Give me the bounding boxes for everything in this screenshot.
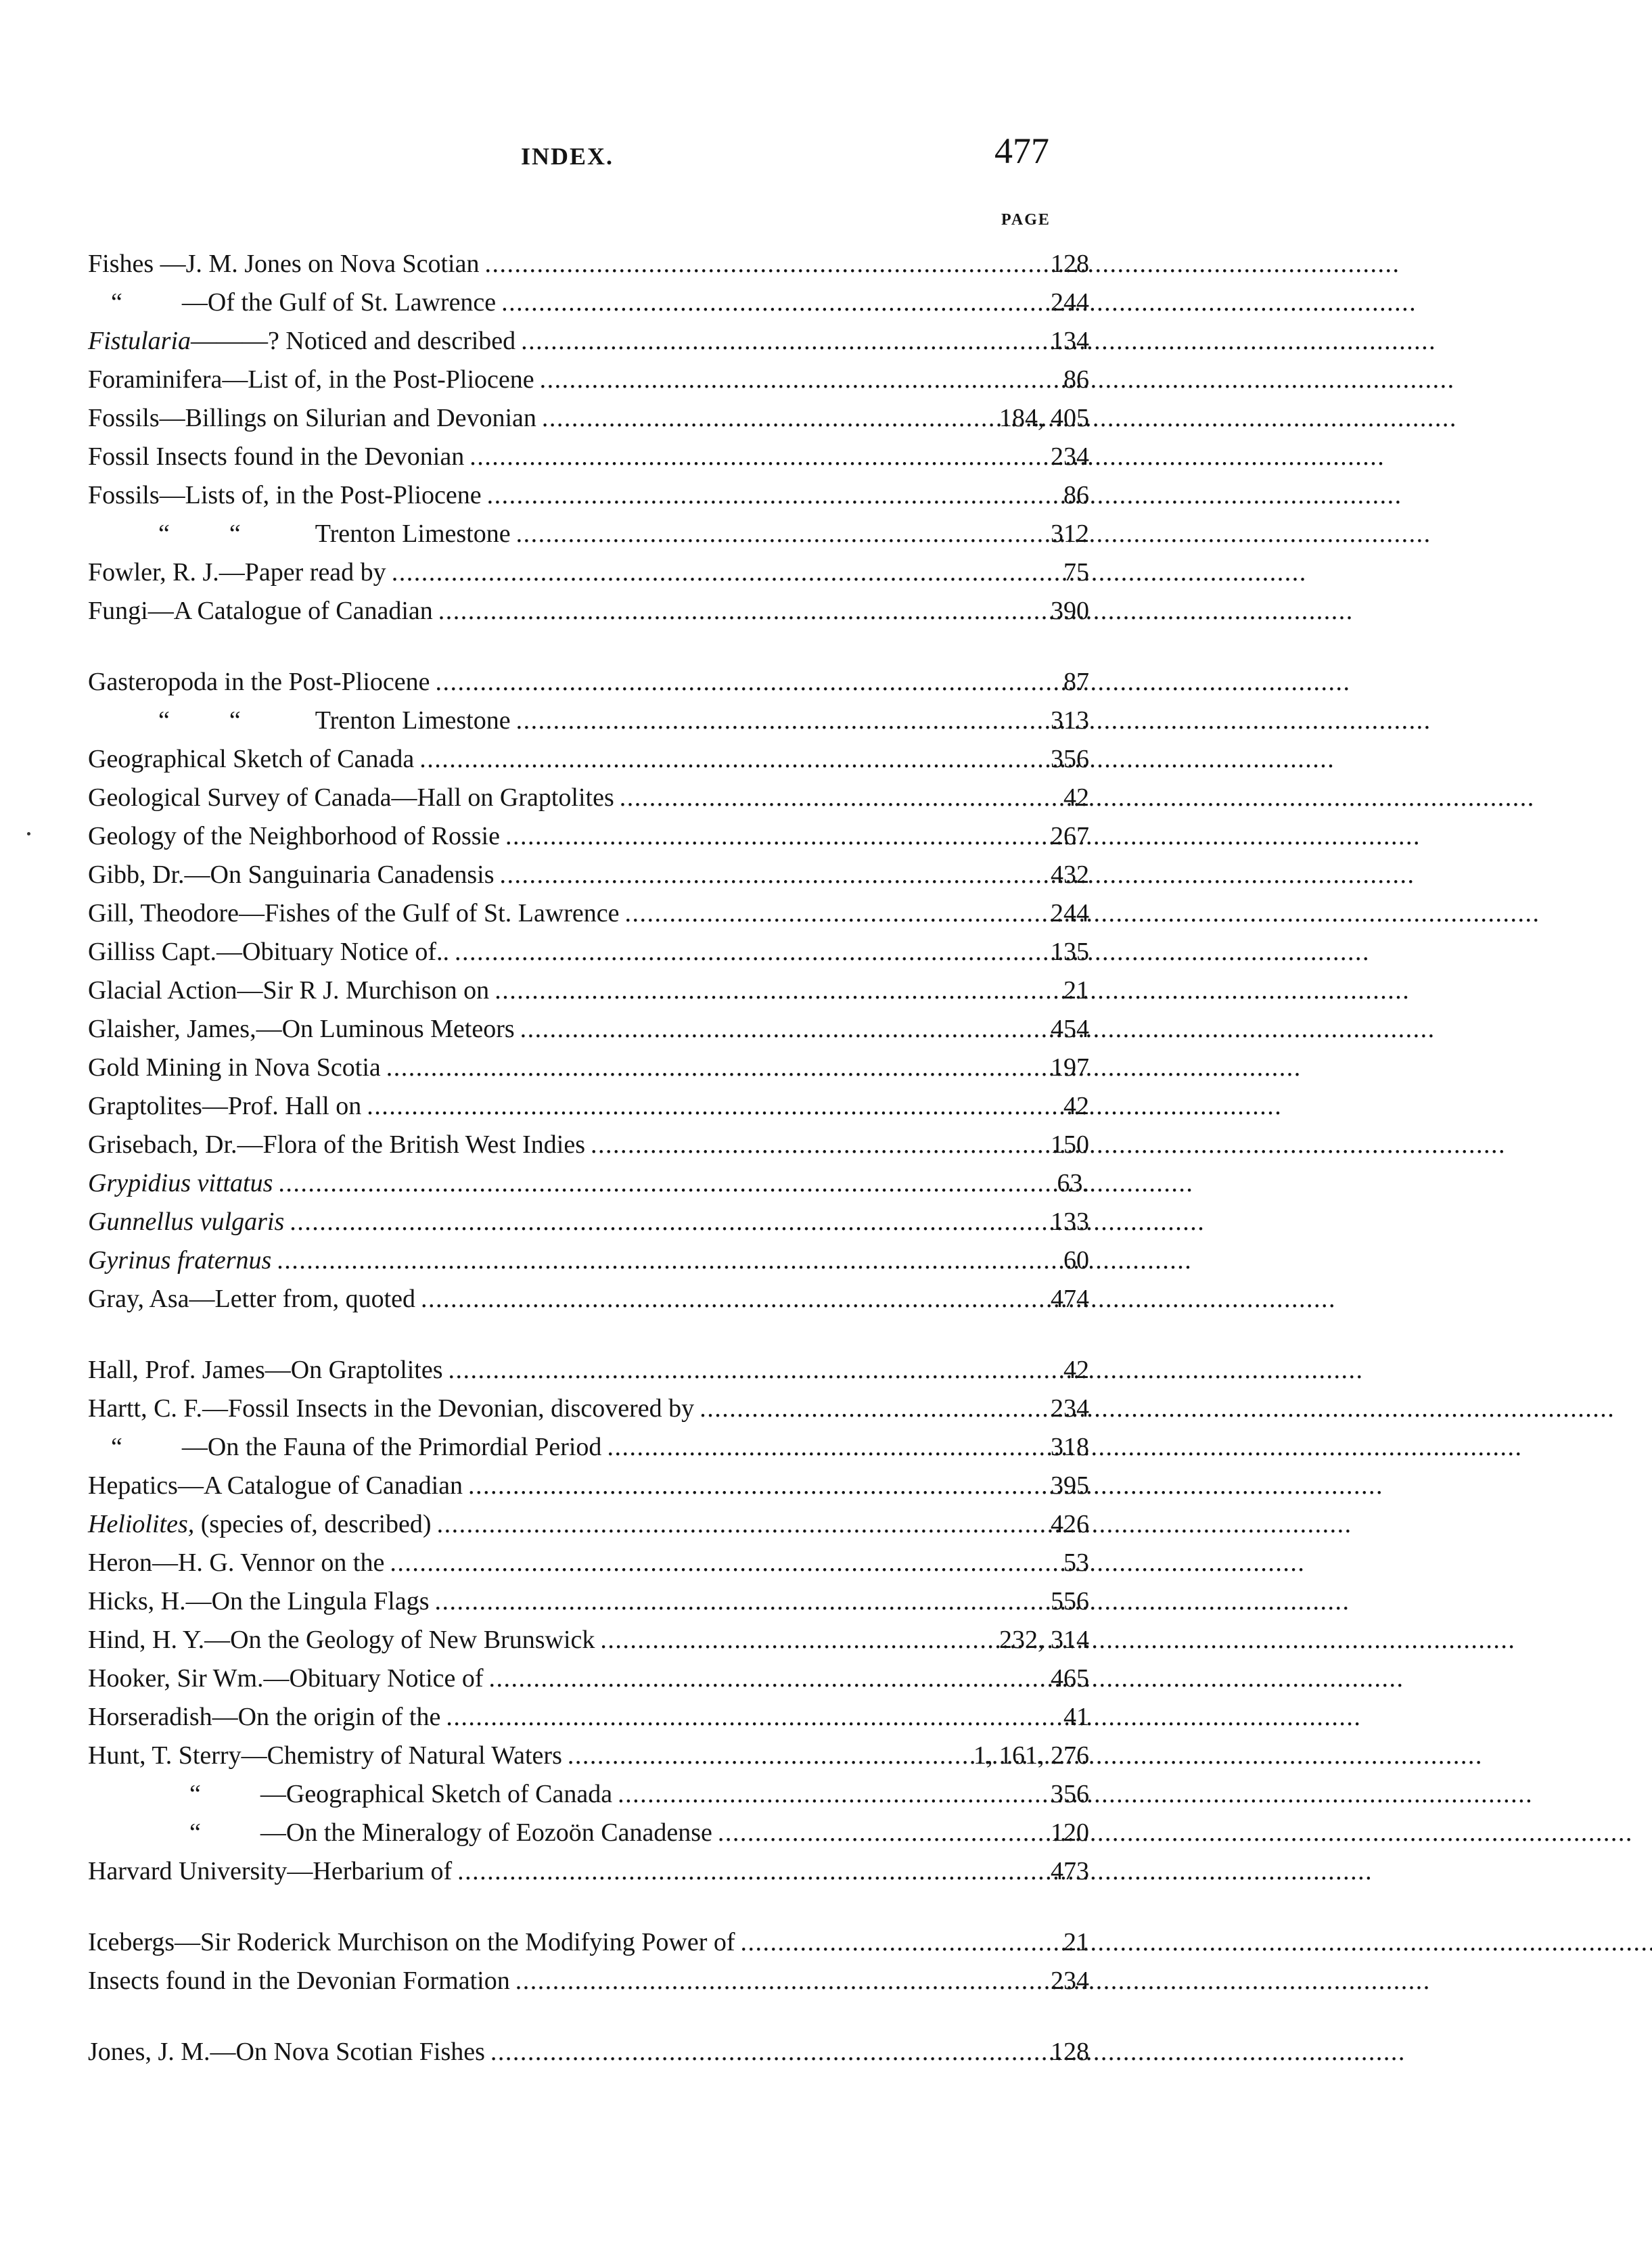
entry-heading — [88, 1582, 430, 1621]
entry-heading — [88, 1203, 284, 1241]
entry-pages: 267 — [1051, 822, 1089, 850]
entry-text: Icebergs—Sir Roderick Murchison on the Modifying Power of — [88, 1928, 735, 1956]
dot-leader — [484, 245, 1045, 283]
index-entry — [88, 1659, 1089, 1698]
entry-text: Hepatics—A Catalogue of Canadian — [88, 1471, 463, 1500]
entry-heading — [88, 1428, 601, 1467]
index-entry — [88, 438, 1089, 476]
dot-leader — [718, 1814, 1045, 1852]
entry-heading — [88, 1390, 694, 1428]
entry-heading — [88, 592, 433, 630]
entry-pages: 454 — [1051, 1015, 1089, 1043]
entry-heading — [88, 1698, 440, 1737]
dot-leader — [435, 1582, 1045, 1621]
entry-text: Hooker, Sir Wm.—Obituary Notice of — [88, 1664, 484, 1693]
dot-leader — [495, 971, 1058, 1010]
index-entry — [88, 399, 1089, 438]
index-entry — [88, 1698, 1089, 1737]
dot-leader — [542, 399, 994, 438]
entry-pages: 232, 314 — [999, 1626, 1089, 1654]
entry-text: Geological Survey of Canada—Hall on Graptolites — [88, 783, 614, 812]
index-entry — [88, 1351, 1089, 1390]
entry-text: Gray, Asa—Letter from, quoted — [88, 1285, 415, 1313]
running-head — [0, 127, 1289, 181]
index-list — [88, 245, 1089, 2104]
index-entry — [88, 361, 1089, 399]
entry-text: —Geographical Sketch of Canada — [260, 1780, 613, 1808]
index-entry — [88, 553, 1089, 592]
ditto-mark: “ — [111, 288, 122, 317]
entry-heading — [88, 1544, 384, 1582]
entry-pages: 465 — [1051, 1664, 1089, 1693]
index-entry — [88, 1621, 1089, 1659]
entry-text: Fishes —J. M. Jones on Nova Scotian — [88, 250, 480, 278]
index-entry — [88, 1390, 1089, 1428]
ditto-mark: “ — [229, 520, 241, 548]
index-entry — [88, 1203, 1089, 1241]
entry-pages: 60 — [1063, 1246, 1089, 1275]
entry-pages: 432 — [1051, 861, 1089, 889]
dot-leader — [468, 1467, 1045, 1505]
entry-pages: 87 — [1063, 668, 1089, 696]
ditto-mark: “ — [189, 1818, 201, 1847]
dot-leader — [487, 476, 1058, 515]
index-entry — [88, 894, 1089, 933]
entry-text: Fossil Insects found in the Devonian — [88, 442, 465, 471]
entry-text: Horseradish—On the origin of the — [88, 1703, 441, 1731]
dot-leader — [591, 1126, 1045, 1164]
entry-heading — [88, 399, 536, 438]
dot-leader — [618, 1775, 1045, 1814]
dot-leader — [436, 663, 1058, 702]
entry-heading — [88, 322, 515, 361]
entry-taxon: Heliolites, — [88, 1510, 195, 1538]
index-entry — [88, 856, 1089, 894]
entry-heading — [88, 361, 534, 399]
entry-pages: 356 — [1051, 1780, 1089, 1808]
entry-text: Hall, Prof. James—On Graptolites — [88, 1356, 443, 1384]
entry-pages: 390 — [1051, 597, 1089, 625]
entry-pages: 86 — [1063, 481, 1089, 509]
ditto-mark: “ — [229, 706, 241, 735]
index-entry — [88, 1241, 1089, 1280]
dot-leader — [505, 817, 1045, 856]
entry-pages: 318 — [1051, 1433, 1089, 1461]
entry-pages: 244 — [1051, 288, 1089, 317]
entry-text: Gibb, Dr.—On Sanguinaria Canadensis — [88, 861, 495, 889]
entry-text: Trenton Limestone — [315, 706, 511, 735]
index-group-h — [88, 1351, 1089, 1891]
scan-speck — [27, 832, 30, 835]
entry-pages: 86 — [1063, 365, 1089, 394]
entry-pages: 21 — [1063, 976, 1089, 1005]
entry-pages: 42 — [1063, 783, 1089, 812]
entry-heading — [88, 1164, 273, 1203]
dot-leader — [489, 1659, 1045, 1698]
entry-pages: 473 — [1051, 1857, 1089, 1885]
entry-text: Grisebach, Dr.—Flora of the British West Indies — [88, 1130, 586, 1159]
entry-pages: 556 — [1051, 1587, 1089, 1615]
entry-heading — [88, 779, 614, 817]
dot-leader — [625, 894, 1045, 933]
entry-text: Hicks, H.—On the Lingula Flags — [88, 1587, 430, 1615]
index-entry — [88, 1737, 1089, 1775]
entry-taxon: Gunnellus vulgaris — [88, 1208, 285, 1236]
index-entry — [88, 740, 1089, 779]
dot-leader — [386, 1049, 1045, 1087]
dot-leader — [277, 1241, 1058, 1280]
entry-heading — [88, 740, 414, 779]
dot-leader — [741, 1923, 1058, 1962]
ditto-mark: “ — [111, 1433, 122, 1461]
index-entry — [88, 933, 1089, 971]
index-entry — [88, 663, 1089, 702]
entry-text: Fossils—Billings on Silurian and Devonian — [88, 404, 536, 432]
index-entry — [88, 1582, 1089, 1621]
entry-heading — [88, 1621, 595, 1659]
index-entry — [88, 1775, 1089, 1814]
index-entry — [88, 1814, 1089, 1852]
entry-pages: 197 — [1051, 1053, 1089, 1082]
entry-pages: 21 — [1063, 1928, 1089, 1956]
entry-pages: 426 — [1051, 1510, 1089, 1538]
dot-leader — [600, 1621, 994, 1659]
index-group-j — [88, 2033, 1089, 2071]
entry-pages: 53 — [1063, 1549, 1089, 1577]
index-entry — [88, 702, 1089, 740]
entry-pages: 474 — [1051, 1285, 1089, 1313]
index-group-g — [88, 663, 1089, 1318]
entry-text: Foraminifera—List of, in the Post-Pliocene — [88, 365, 534, 394]
entry-text: Graptolites—Prof. Hall on — [88, 1092, 362, 1120]
entry-text: Glacial Action—Sir R J. Murchison on — [88, 976, 490, 1005]
index-entry — [88, 1505, 1089, 1544]
entry-text: Hunt, T. Sterry—Chemistry of Natural Waters — [88, 1741, 562, 1770]
dot-leader — [501, 283, 1045, 322]
entry-pages: 356 — [1051, 745, 1089, 773]
entry-heading — [88, 702, 511, 740]
entry-heading — [88, 856, 495, 894]
entry-pages: 184, 405 — [999, 404, 1089, 432]
entry-text: Harvard University—Herbarium of — [88, 1857, 453, 1885]
entry-pages: 128 — [1051, 250, 1089, 278]
dot-leader — [490, 2033, 1045, 2071]
entry-pages: 234 — [1051, 1394, 1089, 1423]
dot-leader — [392, 553, 1058, 592]
entry-taxon: Fistularia — [88, 327, 191, 355]
dot-leader — [540, 361, 1058, 399]
dot-leader — [290, 1203, 1045, 1241]
entry-pages: 395 — [1051, 1471, 1089, 1500]
entry-text: Heron—H. G. Vennor on the — [88, 1549, 385, 1577]
entry-heading — [88, 1280, 415, 1318]
entry-heading — [88, 933, 449, 971]
dot-leader — [620, 779, 1058, 817]
entry-taxon: Grypidius vittatus — [88, 1169, 273, 1197]
entry-text: Gill, Theodore—Fishes of the Gulf of St. Lawrence — [88, 899, 620, 927]
index-entry — [88, 1467, 1089, 1505]
index-entry — [88, 1280, 1089, 1318]
dot-leader — [437, 1505, 1045, 1544]
entry-heading — [88, 1962, 510, 2000]
entry-heading — [88, 1087, 361, 1126]
entry-pages: 75 — [1063, 558, 1089, 587]
entry-heading — [88, 283, 496, 322]
index-group-f — [88, 245, 1089, 630]
entry-heading — [88, 1659, 484, 1698]
entry-text: Gilliss Capt.—Obituary Notice of.. — [88, 938, 450, 966]
entry-text: ———? Noticed and described — [191, 327, 516, 355]
entry-pages: 63. — [1057, 1169, 1089, 1197]
ditto-mark: “ — [158, 520, 170, 548]
entry-pages: 234 — [1051, 442, 1089, 471]
entry-text: —On the Mineralogy of Eozoön Canadense — [260, 1818, 712, 1847]
entry-heading — [88, 438, 464, 476]
entry-heading — [88, 245, 479, 283]
entry-text: Geographical Sketch of Canada — [88, 745, 415, 773]
index-entry — [88, 1049, 1089, 1087]
entry-heading — [88, 663, 430, 702]
index-entry — [88, 245, 1089, 283]
index-entry — [88, 1923, 1089, 1962]
index-entry — [88, 1544, 1089, 1582]
index-entry — [88, 1010, 1089, 1049]
entry-heading — [88, 1467, 463, 1505]
entry-heading — [88, 1505, 432, 1544]
dot-leader — [421, 1280, 1045, 1318]
entry-heading — [88, 553, 386, 592]
index-entry — [88, 283, 1089, 322]
entry-text: Fowler, R. J.—Paper read by — [88, 558, 386, 587]
entry-text: Gasteropoda in the Post-Pliocene — [88, 668, 430, 696]
ditto-mark: “ — [158, 706, 170, 735]
entry-heading — [88, 971, 489, 1010]
entry-heading — [88, 1049, 381, 1087]
entry-pages: 41 — [1063, 1703, 1089, 1731]
dot-leader — [438, 592, 1045, 630]
index-group-i — [88, 1923, 1089, 2000]
entry-heading — [88, 1737, 562, 1775]
index-entry — [88, 1126, 1089, 1164]
entry-heading — [88, 1241, 271, 1280]
dot-leader — [457, 1852, 1045, 1891]
entry-heading — [88, 1126, 585, 1164]
index-entry — [88, 817, 1089, 856]
index-entry — [88, 1852, 1089, 1891]
dot-leader — [278, 1164, 1051, 1203]
page-number: 477 — [994, 131, 1049, 171]
entry-pages: 42 — [1063, 1356, 1089, 1384]
entry-text: —Of the Gulf of St. Lawrence — [181, 288, 497, 317]
page-column-label: PAGE — [1001, 211, 1051, 229]
entry-text: Glaisher, James,—On Luminous Meteors — [88, 1015, 515, 1043]
entry-pages: 120 — [1051, 1818, 1089, 1847]
dot-leader — [699, 1390, 1045, 1428]
page-title: INDEX. — [521, 143, 614, 170]
entry-pages: 234 — [1051, 1967, 1089, 1995]
entry-heading — [88, 1010, 515, 1049]
index-entry — [88, 1428, 1089, 1467]
index-entry — [88, 2033, 1089, 2071]
entry-text: Fossils—Lists of, in the Post-Pliocene — [88, 481, 482, 509]
entry-text: (species of, described) — [194, 1510, 432, 1538]
entry-heading — [88, 1775, 612, 1814]
index-entry — [88, 592, 1089, 630]
dot-leader — [446, 1698, 1058, 1737]
entry-text: Hartt, C. F.—Fossil Insects in the Devonian, discovered by — [88, 1394, 695, 1423]
dot-leader — [520, 1010, 1045, 1049]
entry-text: —On the Fauna of the Primordial Period — [181, 1433, 602, 1461]
entry-heading — [88, 1814, 712, 1852]
dot-leader — [568, 1737, 968, 1775]
entry-pages: 312 — [1051, 520, 1089, 548]
index-entry — [88, 779, 1089, 817]
entry-taxon: Gyrinus fraternus — [88, 1246, 272, 1275]
entry-pages: 128 — [1051, 2038, 1089, 2066]
entry-heading — [88, 1923, 735, 1962]
entry-text: Hind, H. Y.—On the Geology of New Brunswick — [88, 1626, 595, 1654]
index-entry — [88, 322, 1089, 361]
index-entry — [88, 1087, 1089, 1126]
dot-leader — [367, 1087, 1058, 1126]
dot-leader — [516, 515, 1045, 553]
index-entry — [88, 1962, 1089, 2000]
index-entry — [88, 476, 1089, 515]
entry-text: Trenton Limestone — [315, 520, 511, 548]
entry-pages: 1, 161, 276 — [973, 1741, 1089, 1770]
entry-text: Gold Mining in Nova Scotia — [88, 1053, 381, 1082]
dot-leader — [449, 1351, 1058, 1390]
entry-heading — [88, 1852, 452, 1891]
entry-pages: 244 — [1051, 899, 1089, 927]
entry-heading — [88, 1351, 443, 1390]
dot-leader — [469, 438, 1045, 476]
dot-leader — [390, 1544, 1058, 1582]
entry-pages: 134 — [1051, 327, 1089, 355]
ditto-mark: “ — [189, 1780, 201, 1808]
index-entry — [88, 1164, 1089, 1203]
entry-heading — [88, 476, 482, 515]
entry-pages: 150 — [1051, 1130, 1089, 1159]
entry-heading — [88, 515, 511, 553]
index-entry — [88, 515, 1089, 553]
dot-leader — [455, 933, 1045, 971]
entry-pages: 133 — [1051, 1208, 1089, 1236]
dot-leader — [521, 322, 1045, 361]
entry-heading — [88, 817, 500, 856]
entry-text: Insects found in the Devonian Formation — [88, 1967, 510, 1995]
entry-pages: 313 — [1051, 706, 1089, 735]
entry-text: Geology of the Neighborhood of Rossie — [88, 822, 500, 850]
entry-heading — [88, 894, 620, 933]
entry-heading — [88, 2033, 485, 2071]
index-entry — [88, 971, 1089, 1010]
dot-leader — [419, 740, 1045, 779]
dot-leader — [607, 1428, 1045, 1467]
entry-text: Fungi—A Catalogue of Canadian — [88, 597, 433, 625]
entry-text: Jones, J. M.—On Nova Scotian Fishes — [88, 2038, 485, 2066]
dot-leader — [500, 856, 1045, 894]
dot-leader — [515, 1962, 1045, 2000]
dot-leader — [516, 702, 1045, 740]
entry-pages: 42 — [1063, 1092, 1089, 1120]
entry-pages: 135 — [1051, 938, 1089, 966]
